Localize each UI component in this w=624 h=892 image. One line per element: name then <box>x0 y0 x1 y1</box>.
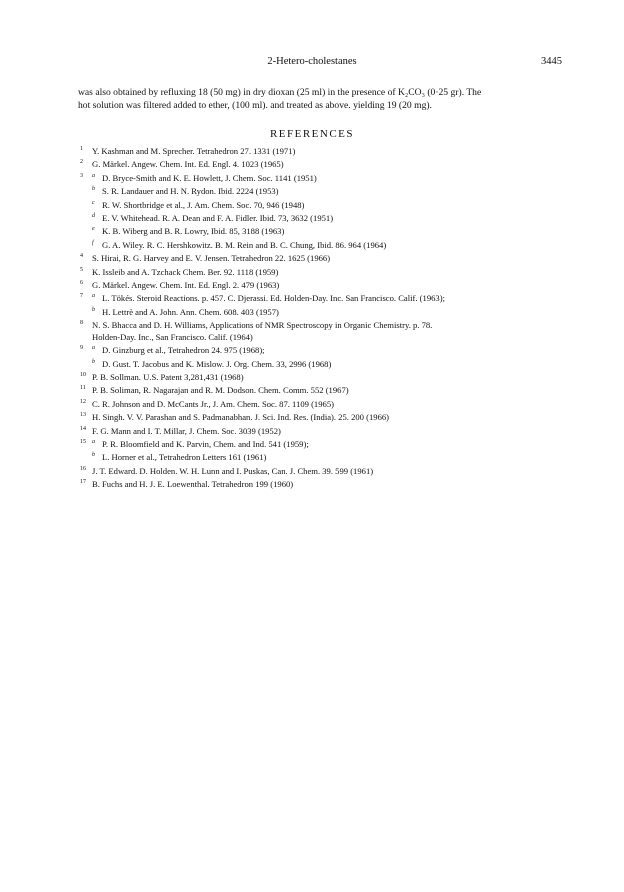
reference-entry <box>80 332 570 343</box>
references-heading: REFERENCES <box>269 128 355 140</box>
reference-text: J. T. Edward. D. Holden. W. H. Lunn and I. Puskas, Can. J. Chem. 39. 599 (1961) <box>92 465 374 476</box>
reference-sub-letter: d <box>92 213 95 220</box>
reference-sub-letter: a <box>92 345 95 352</box>
page-header <box>0 56 624 70</box>
page-number: 3445 <box>541 56 562 67</box>
reference-text: L. Tökés. Steroid Reactions. p. 457. C. Djerassi. Ed. Holden-Day. Inc. San Francisco. Calif. (1963); <box>102 293 445 304</box>
reference-number: 4 <box>80 253 83 260</box>
reference-entry <box>80 450 570 463</box>
reference-number: 10 <box>80 371 86 378</box>
reference-text: G. Märkel. Angew. Chem. Int. Ed. Engl. 2. 479 (1963) <box>92 280 280 291</box>
reference-sub-letter: b <box>92 306 95 313</box>
reference-entry <box>80 171 570 184</box>
reference-text: B. Fuchs and H. J. E. Loewenthal. Tetrahedron 199 (1960) <box>92 479 294 490</box>
reference-text: Y. Kashman and M. Sprecher. Tetrahedron 27. 1331 (1971) <box>92 146 296 156</box>
reference-sub-letter: c <box>92 199 95 206</box>
reference-text: R. W. Shortbridge et al., J. Am. Chem. Soc. 70, 946 (1948) <box>102 199 305 210</box>
reference-number: 13 <box>80 412 86 419</box>
reference-number: 3 <box>80 172 83 179</box>
reference-entry <box>80 305 570 318</box>
reference-text: G. Märkel. Angew. Chem. Int. Ed. Engl. 4. 1023 (1965) <box>92 159 284 170</box>
reference-text: D. Gust. T. Jacobus and K. Mislow. J. Org. Chem. 33, 2996 (1968) <box>102 358 332 369</box>
reference-entry <box>80 343 570 356</box>
reference-entry <box>80 224 570 237</box>
reference-entry <box>80 291 570 304</box>
reference-entry <box>80 318 570 331</box>
reference-text: H. Lettrè and A. John. Ann. Chem. 608. 403 (1957) <box>102 306 279 317</box>
reference-sub-letter: e <box>92 226 95 233</box>
body-paragraph <box>78 86 568 112</box>
body-line: hot solution was filtered added to ether, (100 ml). and treated as above. yielding 19 (20 mg). <box>78 100 432 111</box>
reference-sub-letter: b <box>92 186 95 193</box>
reference-text: N. S. Bhacca and D. H. Williams, Applications of NMR Spectroscopy in Organic Chemistry. p. 78. <box>92 320 433 331</box>
reference-entry <box>80 184 570 197</box>
reference-entry <box>80 437 570 450</box>
reference-entry <box>80 278 570 291</box>
reference-sub-letter: f <box>92 239 94 246</box>
reference-number: 2 <box>80 159 83 166</box>
reference-entry <box>80 211 570 224</box>
reference-entry <box>80 357 570 370</box>
reference-sub-letter: a <box>92 438 95 445</box>
reference-number: 8 <box>80 320 83 327</box>
reference-text: G. A. Wiley. R. C. Hershkowitz. B. M. Rein and B. C. Chung, Ibid. 86. 964 (1964) <box>102 239 387 250</box>
reference-number: 12 <box>80 398 86 405</box>
reference-number: 7 <box>80 293 83 300</box>
reference-text: D. Ginzburg et al., Tetrahedron 24. 975 (1968); <box>102 345 265 356</box>
reference-entry <box>80 383 570 396</box>
reference-number: 1 <box>80 146 83 152</box>
reference-number: 16 <box>80 465 86 472</box>
reference-text: S. R. Landauer and H. N. Rydon. Ibid. 2224 (1953) <box>102 186 279 197</box>
reference-text: K. B. Wiberg and B. R. Lowry, Ibid. 85, 3188 (1963) <box>102 226 285 237</box>
reference-number: 15 <box>80 438 86 445</box>
reference-number: 5 <box>80 266 83 273</box>
reference-sub-letter: b <box>92 358 95 365</box>
reference-sub-letter: a <box>92 293 95 300</box>
reference-entry <box>80 198 570 211</box>
reference-text: D. Bryce-Smith and K. E. Howlett, J. Chem. Soc. 1141 (1951) <box>102 172 317 183</box>
reference-entry <box>80 410 570 423</box>
reference-text: Holden-Day. Inc., San Francisco. Calif. (1964) <box>92 331 253 342</box>
reference-entry <box>80 464 570 477</box>
reference-entry <box>80 477 570 490</box>
reference-text: P. R. Bloomfield and K. Parvin, Chem. and Ind. 541 (1959); <box>102 438 309 449</box>
reference-entry <box>80 370 570 383</box>
reference-text: L. Horner et al., Tetrahedron Letters 161 (1961) <box>102 452 267 463</box>
reference-entry <box>80 157 570 170</box>
reference-number: 17 <box>80 479 86 486</box>
reference-entry <box>80 424 570 437</box>
reference-text: F. G. Mann and I. T. Millar, J. Chem. Soc. 3039 (1952) <box>92 425 281 436</box>
reference-text: E. V. Whitehead. R. A. Dean and F. A. Fidler. Ibid. 73, 3632 (1951) <box>102 213 334 224</box>
reference-entry <box>80 251 570 264</box>
reference-text: K. Issleib and A. Tzchack Chem. Ber. 92. 1118 (1959) <box>92 266 279 277</box>
references-list <box>80 144 570 491</box>
reference-entry <box>80 238 570 251</box>
running-title: 2-Hetero-cholestanes <box>267 56 357 67</box>
reference-text: H. Singh. V. V. Parashan and S. Padmanabhan. J. Sci. Ind. Res. (India). 25. 200 (1966) <box>92 412 390 423</box>
body-line: was also obtained by refluxing 18 (50 mg) in dry dioxan (25 ml) in the presence of K₂CO₃ (0·25 gr). The <box>78 87 482 98</box>
reference-text: P. B. Soliman, R. Nagarajan and R. M. Dodson. Chem. Comm. 552 (1967) <box>92 385 349 396</box>
reference-entry <box>80 144 570 157</box>
reference-number: 14 <box>80 425 86 432</box>
reference-sub-letter: a <box>92 172 95 179</box>
reference-sub-letter: b <box>92 452 95 459</box>
reference-text: P. B. Sollman. U.S. Patent 3,281,431 (1968) <box>92 371 244 382</box>
reference-text: S. Hirai, R. G. Harvey and E. V. Jensen. Tetrahedron 22. 1625 (1966) <box>92 253 331 264</box>
reference-entry <box>80 397 570 410</box>
reference-number: 9 <box>80 345 83 352</box>
reference-text: C. R. Johnson and D. McCants Jr., J. Am. Chem. Soc. 87. 1109 (1965) <box>92 398 334 409</box>
reference-number: 11 <box>80 385 86 392</box>
reference-number: 6 <box>80 280 83 287</box>
reference-entry <box>80 265 570 278</box>
